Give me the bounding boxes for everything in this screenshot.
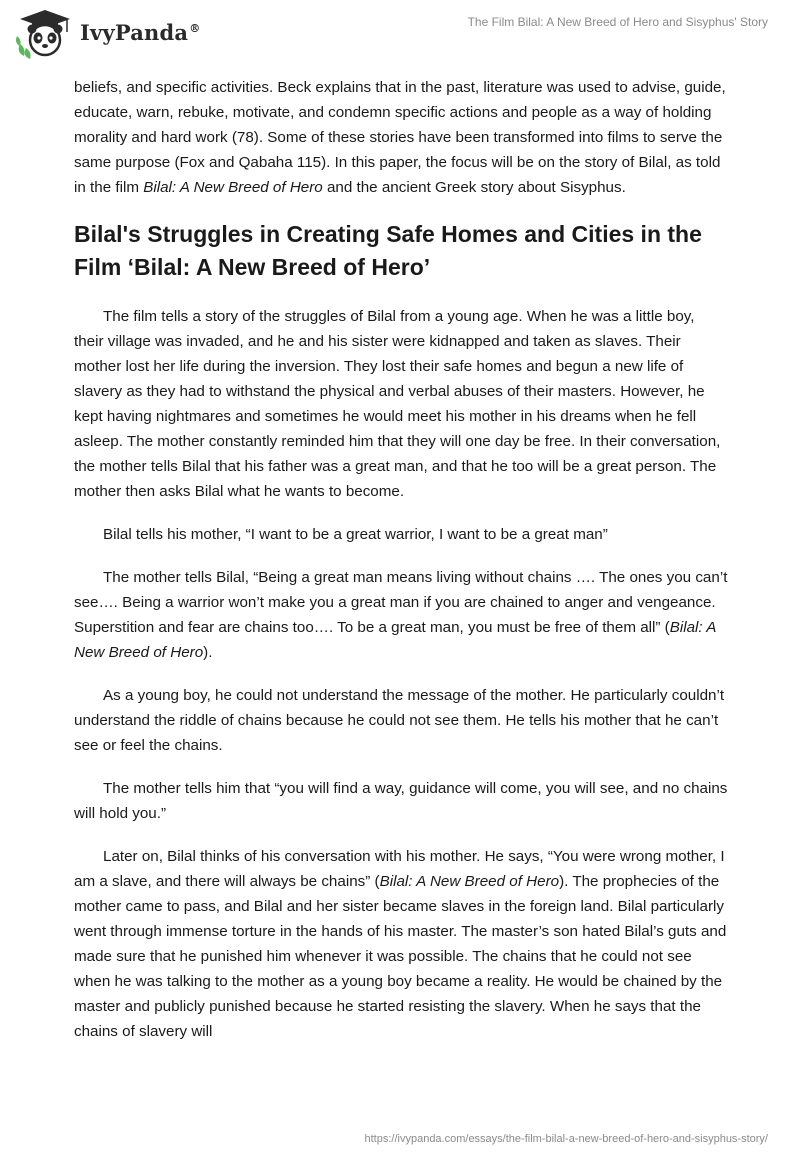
essay-body bbox=[74, 75, 728, 1062]
body-paragraph-2: Bilal tells his mother, “I want to be a great warrior, I want to be a great man” bbox=[103, 526, 608, 543]
brand-text: IvyPanda bbox=[80, 20, 189, 45]
section-heading: Bilal's Struggles in Creating Safe Homes and Cities in the Film ‘Bilal: A New Breed of Hero’ bbox=[74, 221, 702, 280]
p6-text-2: ). The prophecies of the mother came to pass, and Bilal and her sister became slaves in the foreign land. Bilal particularly went through immense torture in the hands of his master. The master’s son hated Bilal’s guts and made sure that he punished him whenever it was possible. The chains that he could not see when he was talking to the mother as a young boy became a reality. He would be chained by the master and publicly punished because he started resisting the slavery. When he says that the chains of slavery will bbox=[74, 873, 727, 1040]
body-paragraph-3 bbox=[74, 565, 728, 665]
p6-film-title: Bilal: A New Breed of Hero bbox=[379, 873, 560, 890]
intro-paragraph bbox=[74, 75, 728, 200]
intro-film-title: Bilal: A New Breed of Hero bbox=[143, 179, 323, 196]
body-paragraph-4: As a young boy, he could not understand the message of the mother. He particularly couldn’t understand the riddle of chains because he could not see them. He tells his mother that he can’t see or feel the chains. bbox=[74, 687, 725, 754]
body-paragraph-5: The mother tells him that “you will find a way, guidance will come, you will see, and no chains will hold you.” bbox=[74, 780, 728, 822]
p3-text-1: The mother tells Bilal, “Being a great man means living without chains …. The ones you can’t see…. Being a warrior won’t make you a great man if you are chained to anger and vengeance. Superstition and fear are chains too…. To be a great man, you must be free of them all” ( bbox=[74, 569, 728, 636]
p6-text-1: Later on, Bilal thinks of his conversation with his mother. He says, “You were wrong mother, I am a slave, and there will always be chains” ( bbox=[74, 848, 725, 890]
document-title: The Film Bilal: A New Breed of Hero and Sisyphus' Story bbox=[467, 15, 768, 29]
p3-text-2: ). bbox=[203, 644, 213, 661]
registered-mark: ® bbox=[189, 22, 201, 35]
page-header bbox=[0, 0, 800, 70]
panda-logo-icon[interactable] bbox=[14, 8, 76, 60]
intro-text-1: beliefs, and specific activities. Beck explains that in the past, literature was used to advise, guide, educate, warn, rebuke, motivate, and condemn specific actions and people as a way of holding morality and hard work (78). Some of these stories have been transformed into films to serve the same purpose (Fox and Qabaha 115). In this paper, the focus will be on the story of Bilal, as told in the film bbox=[74, 79, 726, 196]
source-url-link[interactable]: https://ivypanda.com/essays/the-film-bilal-a-new-breed-of-hero-and-sisyphus-story/ bbox=[364, 1133, 768, 1145]
brand-name[interactable] bbox=[80, 20, 200, 45]
body-paragraph-6 bbox=[74, 844, 728, 1044]
intro-text-2: and the ancient Greek story about Sisyphus. bbox=[322, 179, 626, 196]
p3-film-title: Bilal: A New Breed of Hero bbox=[74, 619, 716, 661]
body-paragraph-1: The film tells a story of the struggles of Bilal from a young age. When he was a little boy, their village was invaded, and he and his sister were kidnapped and taken as slaves. Their mother lost her life during the inversion. They lost their safe homes and begun a new life of slavery as they had to withstand the physical and verbal abuses of their masters. However, he kept having nightmares and sometimes he would meet his mother in his dreams when he fell asleep. The mother constantly reminded him that they will one day be free. In their conversation, the mother tells Bilal that his father was a great man, and that he too will be a great person. The mother then asks Bilal what he wants to become. bbox=[74, 308, 721, 500]
